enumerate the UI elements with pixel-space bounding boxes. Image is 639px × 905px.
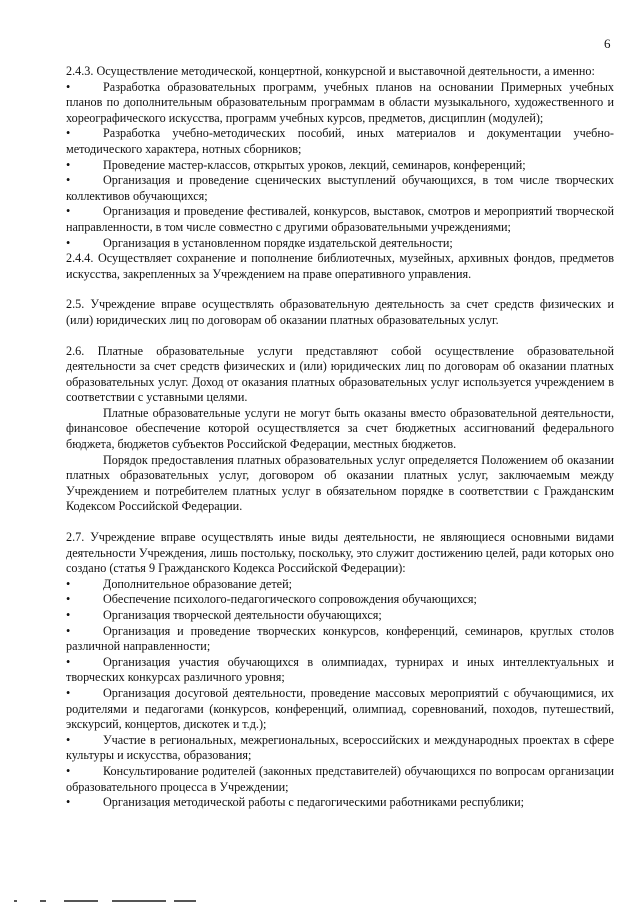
list-item: • Разработка учебно-методических пособий, иных материалов и документации учебно-методического характера, нотных сборников; bbox=[66, 126, 614, 156]
section-2-6-paragraph-1: 2.6. Платные образовательные услуги представляют собой осуществление образовательной деятельности за счет средств физических и (или) юридических лиц по договорам об оказании платных образовательных услуг. Доход от оказания платных образовательных услуг используется учреждением в соответствии с уставными целями. bbox=[66, 343, 614, 405]
section-2-4-3-list bbox=[66, 80, 614, 252]
list-item: • Обеспечение психолого-педагогического сопровождения обучающихся; bbox=[66, 592, 477, 607]
section-2-5: 2.5. Учреждение вправе осуществлять образовательную деятельность за счет средств физических и (или) юридических лиц по договорам об оказании платных образовательных услуг. bbox=[66, 297, 614, 327]
section-2-4-3-lead: 2.4.3. Осуществление методической, концертной, конкурсной и выставочной деятельности, а именно: bbox=[66, 64, 595, 78]
section-2-4-4: 2.4.4. Осуществляет сохранение и пополнение библиотечных, музейных, архивных фондов, предметов искусства, закрепленных за Учреждением на праве оперативного управления. bbox=[66, 251, 614, 281]
list-item: • Организация и проведение фестивалей, конкурсов, выставок, смотров и мероприятий творческой направленности, в том числе совместно с другими образовательными учреждениями; bbox=[66, 204, 614, 234]
bullet-icon: • bbox=[66, 592, 71, 607]
document-body bbox=[66, 64, 614, 811]
list-item: • Проведение мастер-классов, открытых уроков, лекций, семинаров, конференций; bbox=[66, 157, 526, 172]
bullet-icon: • bbox=[66, 763, 71, 778]
page-number: 6 bbox=[604, 36, 611, 51]
list-item: • Организация и проведение сценических выступлений обучающихся, в том числе творческих коллективов обучающихся; bbox=[66, 173, 614, 203]
bullet-icon: • bbox=[66, 204, 71, 219]
list-item: • Организация творческой деятельности обучающихся; bbox=[66, 608, 382, 622]
bullet-icon: • bbox=[66, 173, 71, 188]
section-2-6-paragraph-3: Порядок предоставления платных образовательных услуг определяется Положением об оказании платных образовательных услуг, договором об оказании платных услуг, заключаемым между Учреждением и потребителем платных услуг в обязательном порядке в соответствии с Гражданским Кодексом Российской Федерации. bbox=[66, 452, 614, 514]
list-item: • Организация в установленном порядке издательской деятельности; bbox=[66, 235, 453, 250]
bullet-icon: • bbox=[66, 685, 71, 700]
bullet-icon: • bbox=[66, 623, 71, 638]
list-item: • Консультирование родителей (законных представителей) обучающихся по вопросам организации образовательного процесса в Учреждении; bbox=[66, 763, 614, 794]
bullet-icon: • bbox=[66, 126, 71, 141]
list-item: • Дополнительное образование детей; bbox=[66, 576, 292, 591]
list-item: • Участие в региональных, межрегиональных, всероссийских и международных проектах в сфере культуры и искусства, образования; bbox=[66, 732, 614, 763]
scan-artifact bbox=[0, 897, 639, 905]
list-item: • Разработка образовательных программ, учебных планов на основании Примерных учебных планов по дополнительным образовательным программам в области музыкального, художественного и хореографического искусства, программ учебных курсов, предметов, дисциплин (модулей); bbox=[66, 79, 614, 125]
bullet-icon: • bbox=[66, 795, 71, 810]
section-2-7-lead: 2.7. Учреждение вправе осуществлять иные виды деятельности, не являющиеся основными видами деятельности Учреждения, лишь постольку, поскольку, это служит достижению целей, ради которых оно создано (статья 9 Гражданского Кодекса Российской Федерации): bbox=[66, 530, 614, 576]
section-2-7-list bbox=[66, 577, 614, 811]
list-item: • Организация досуговой деятельности, проведение массовых мероприятий с обучающимися, их родителями и педагогами (конкурсов, конференций, олимпиад, соревнований, походов, путешествий, экскурсий, концертов, дискотек и т.д.); bbox=[66, 685, 614, 732]
list-item: • Организация и проведение творческих конкурсов, конференций, семинаров, круглых столов различной направленности; bbox=[66, 623, 614, 654]
list-item: • Организация участия обучающихся в олимпиадах, турнирах и иных интеллектуальных и творческих конкурсах различного уровня; bbox=[66, 654, 614, 685]
bullet-icon: • bbox=[66, 576, 71, 591]
bullet-icon: • bbox=[66, 157, 71, 172]
bullet-icon: • bbox=[66, 79, 71, 94]
bullet-icon: • bbox=[66, 654, 71, 669]
section-2-6-paragraph-2: Платные образовательные услуги не могут быть оказаны вместо образовательной деятельности, финансовое обеспечение которой осуществляется за счет бюджетных ассигнований федерального бюджета, бюджетов субъектов Российской Федерации, местных бюджетов. bbox=[66, 405, 614, 452]
list-item: • Организация методической работы с педагогическими работниками республики; bbox=[66, 795, 524, 810]
bullet-icon: • bbox=[66, 732, 71, 747]
bullet-icon: • bbox=[66, 235, 71, 250]
bullet-icon: • bbox=[66, 608, 71, 622]
